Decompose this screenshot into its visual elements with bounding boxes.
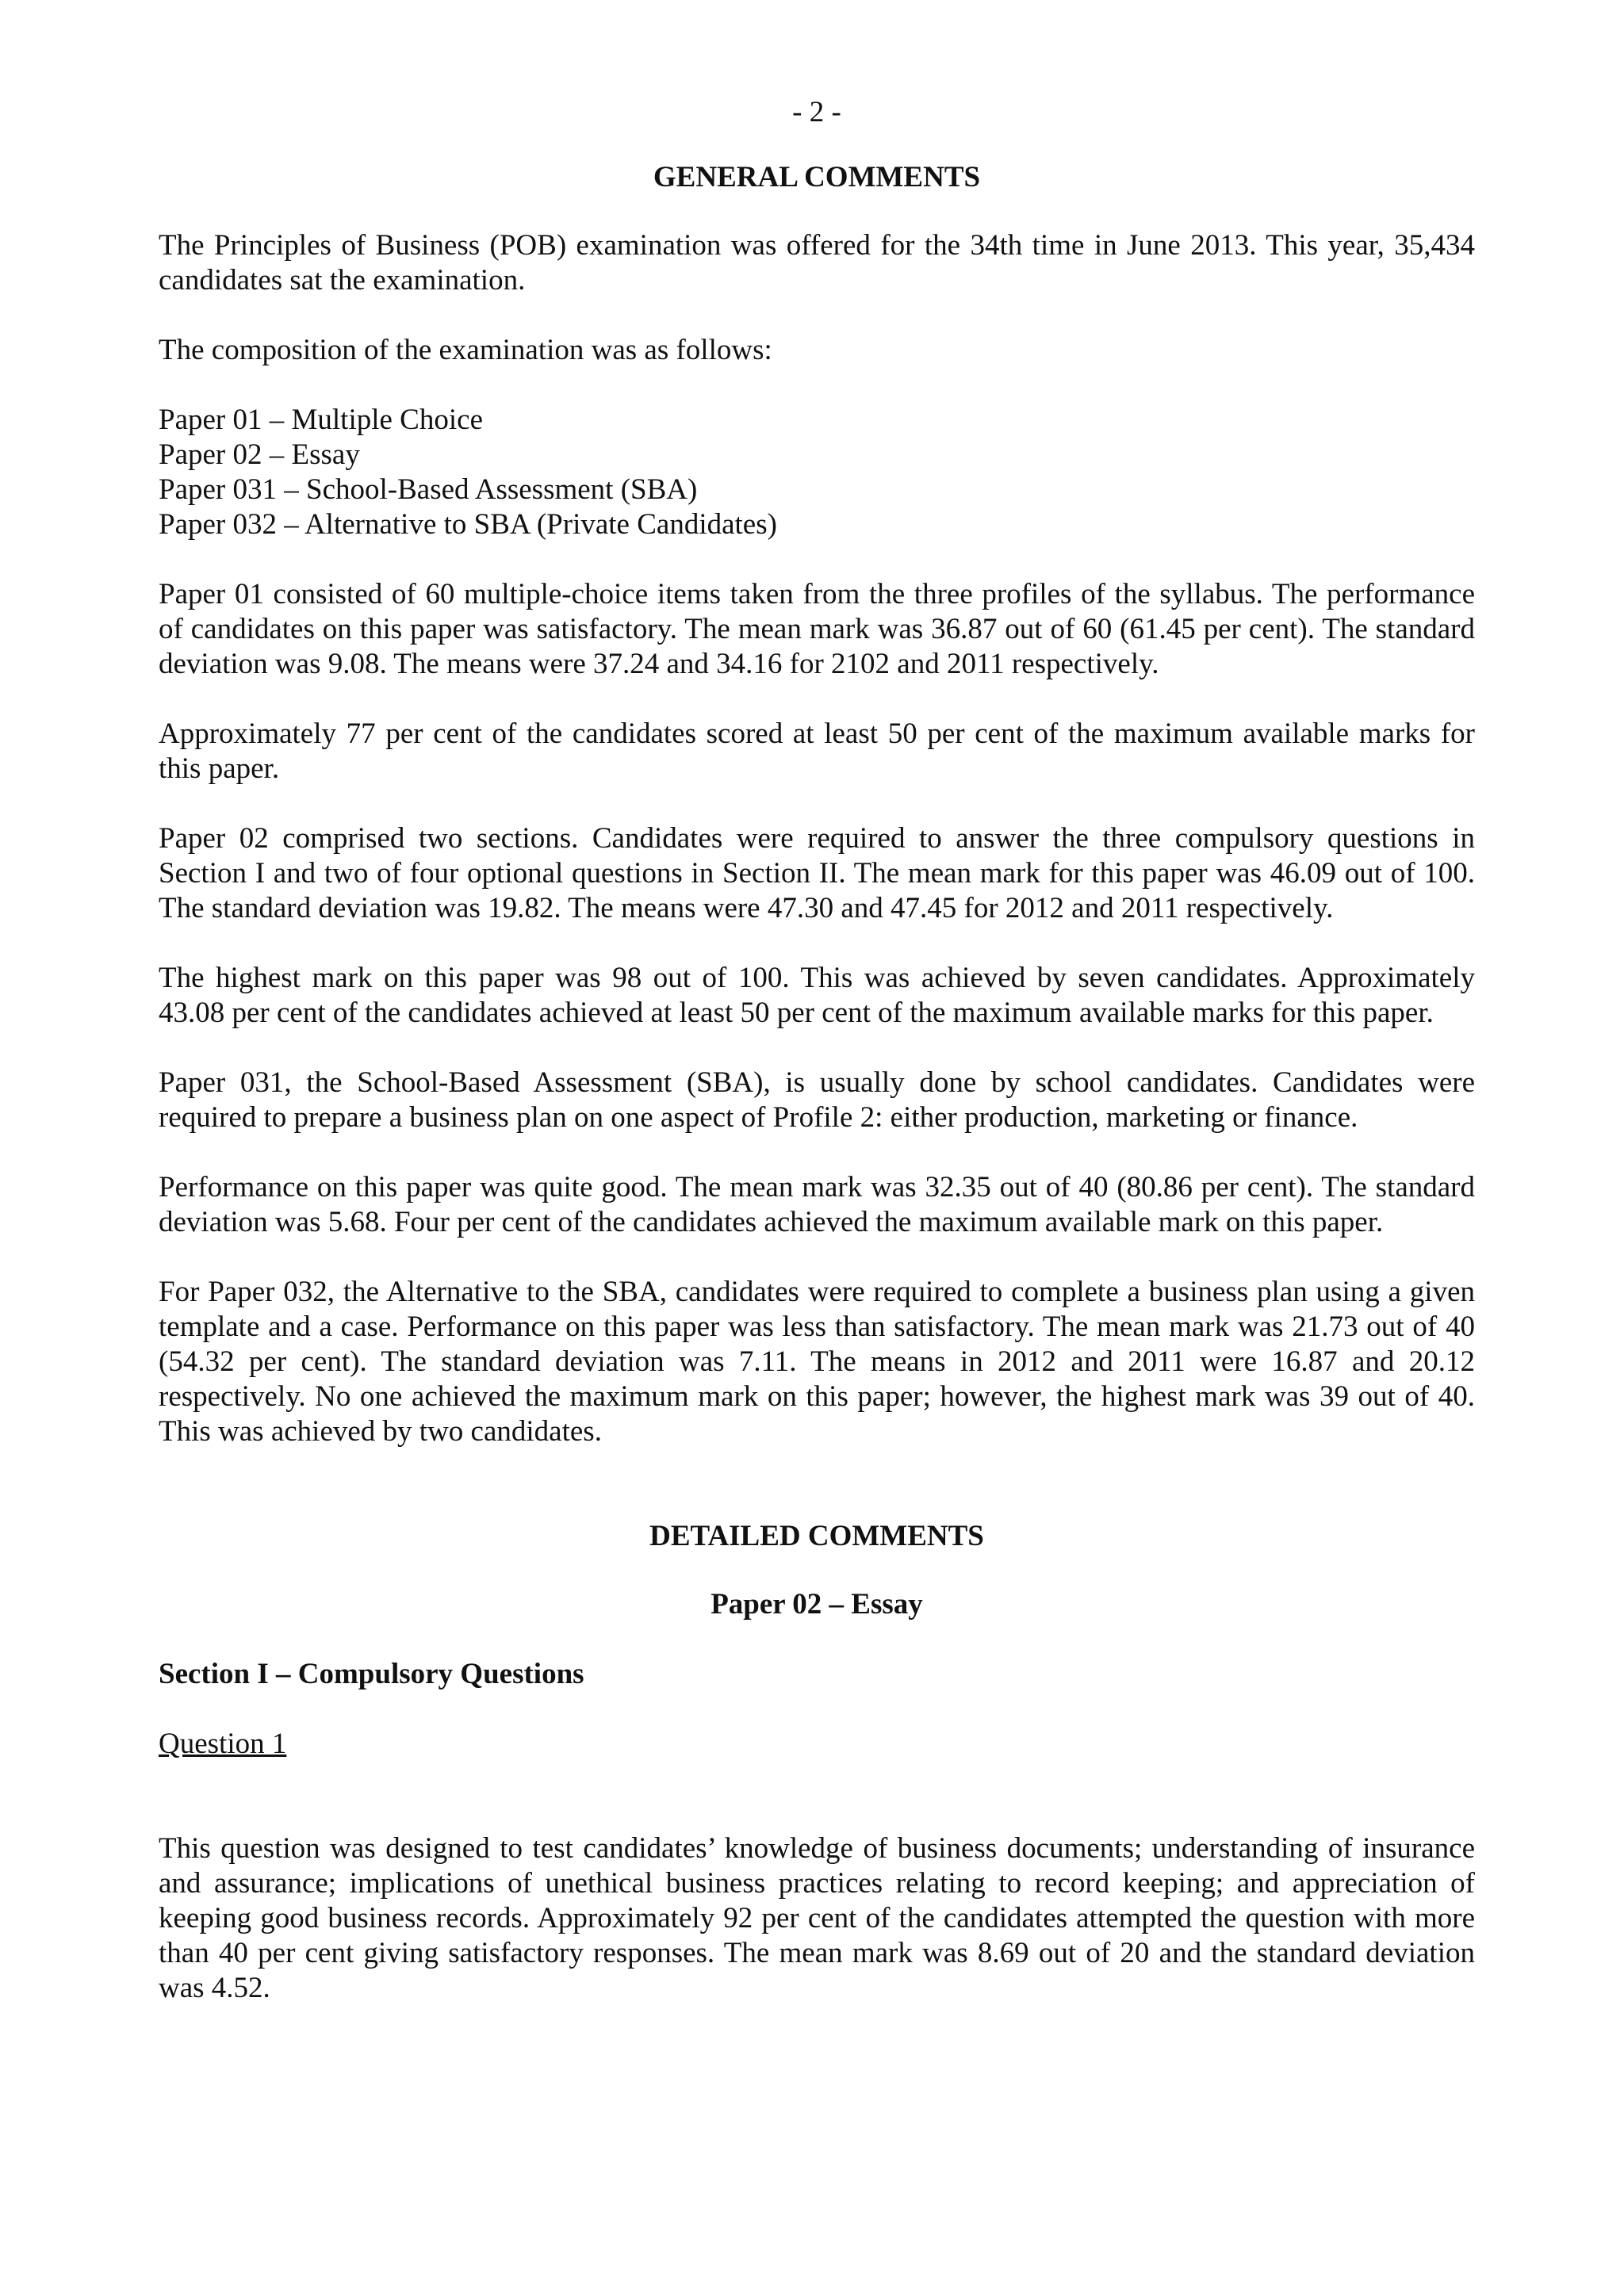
intro-paragraph: The Principles of Business (POB) examination was offered for the 34th time in June 2013. This year, 35,434 candidates sat the examination. [159,229,1475,297]
detailed-comments-heading: DETAILED COMMENTS [649,1520,984,1552]
paper-list-item: Paper 01 – Multiple Choice [159,404,483,436]
paper-031-paragraph: Paper 031, the School-Based Assessment (SBA), is usually done by school candidates. Candidates were required to prepare a business plan on one aspect of Profile 2: either production, marketing or finance. [159,1066,1475,1134]
paper-032-paragraph: For Paper 032, the Alternative to the SBA, candidates were required to complete a business plan using a given template and a case. Performance on this paper was less than satisfactory. The mean mark was 21.73 out of 40 (54.32 per cent). The standard deviation was 7.11. The means in 2012 and 2011 were 16.87 and 20.12 respectively. No one achieved the maximum mark on this paper; however, the highest mark was 39 out of 40. This was achieved by two candidates. [159,1276,1475,1448]
paper-01-paragraph: Paper 01 consisted of 60 multiple-choice items taken from the three profiles of the syllabus. The performance of candidates on this paper was satisfactory. The mean mark was 36.87 out of 60 (61.45 per cent). The standard deviation was 9.08. The means were 37.24 and 34.16 for 2102 and 2011 respectively. [159,578,1475,680]
section-i-title: Section I – Compulsory Questions [159,1658,584,1690]
paper-031-performance-paragraph: Performance on this paper was quite good. The mean mark was 32.35 out of 40 (80.86 per cent). The standard deviation was 5.68. Four per cent of the candidates achieved the maximum available mark on this paper. [159,1171,1475,1238]
paper-list-item: Paper 02 – Essay [159,438,360,471]
question-1-paragraph: This question was designed to test candidates’ knowledge of business documents; understanding of insurance and assurance; implications of unethical business practices relating to record keeping; and appreciation of keeping good business records. Approximately 92 per cent of the candidates attempted the question with more than 40 per cent giving satisfactory responses. The mean mark was 8.69 out of 20 and the standard deviation was 4.52. [159,1832,1475,2004]
paper-list [159,403,1475,542]
composition-intro: The composition of the examination was as follows: [159,334,772,366]
paper-list-item: Paper 032 – Alternative to SBA (Private Candidates) [159,508,777,541]
paper-01-performance-paragraph: Approximately 77 per cent of the candidates scored at least 50 per cent of the maximum available marks for this paper. [159,718,1475,785]
page-content [159,95,1475,2041]
paper-02-paragraph: Paper 02 comprised two sections. Candidates were required to answer the three compulsory questions in Section I and two of four optional questions in Section II. The mean mark for this paper was 46.09 out of 100. The standard deviation was 19.82. The means were 47.30 and 47.45 for 2012 and 2011 respectively. [159,822,1475,924]
paper-list-item: Paper 031 – School-Based Assessment (SBA) [159,473,698,506]
detailed-comments-section [159,1519,1475,2006]
general-comments-heading: GENERAL COMMENTS [653,161,981,193]
paper-02-highest-mark-paragraph: The highest mark on this paper was 98 out of 100. This was achieved by seven candidates. Approximately 43.08 per cent of the candidates achieved at least 50 per cent of the maximum available marks for this paper. [159,962,1475,1029]
paper-02-essay-heading: Paper 02 – Essay [710,1588,923,1621]
question-1-title: Question 1 [159,1728,287,1760]
page-number: - 2 - [792,96,841,128]
